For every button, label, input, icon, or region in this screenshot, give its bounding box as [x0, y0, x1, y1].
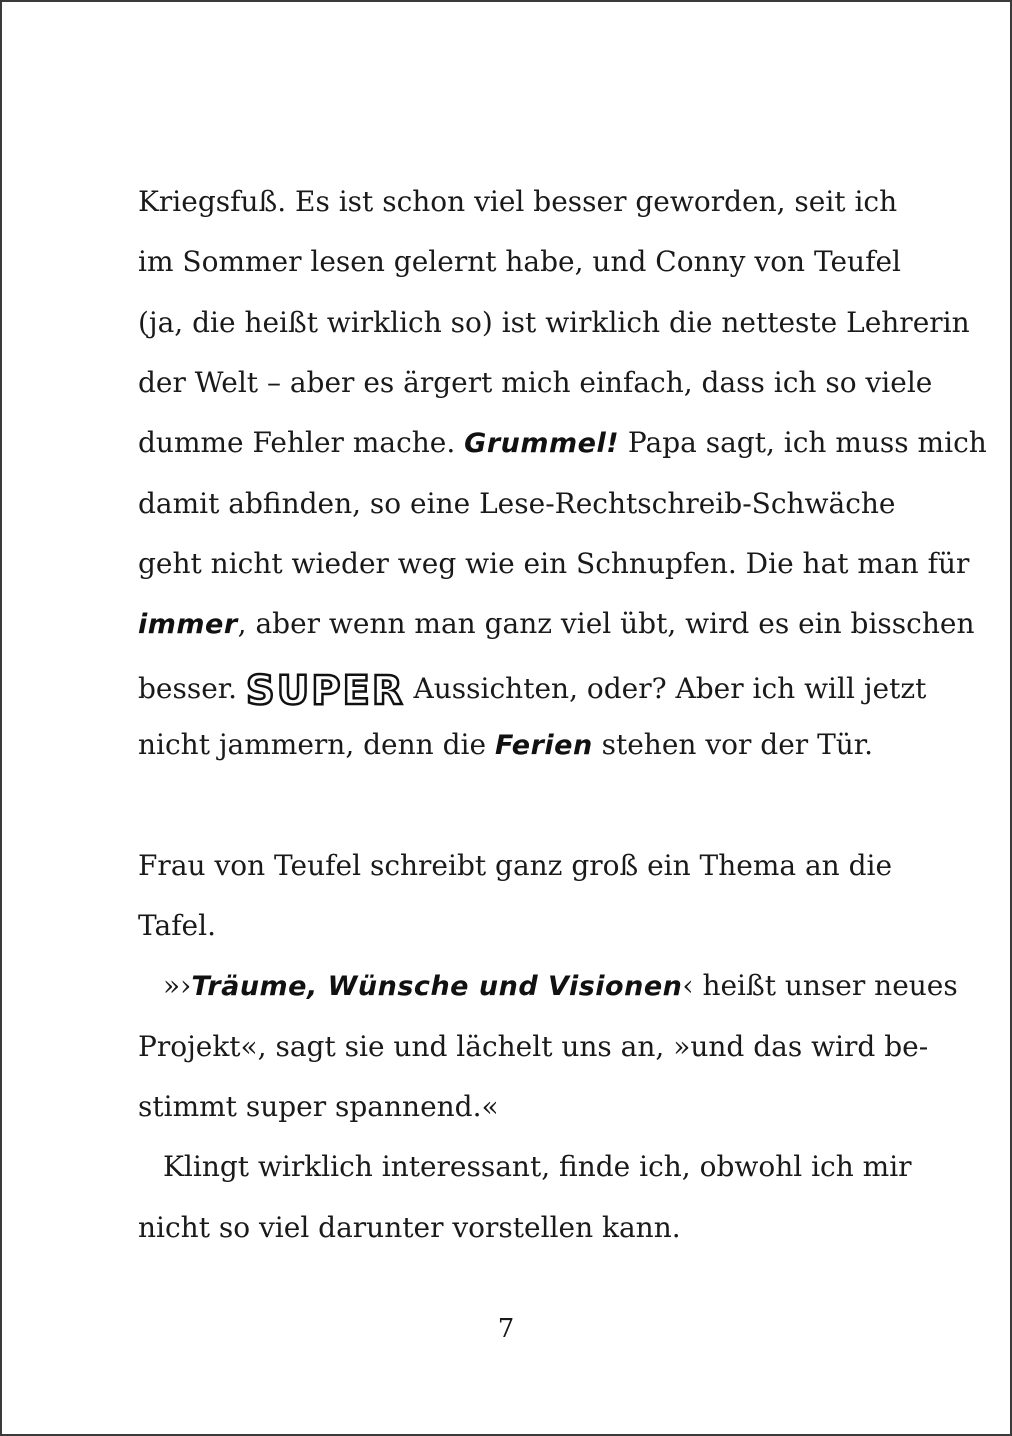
- text-segment: nicht jammern, denn die: [138, 728, 495, 761]
- outlined-word-super: SUPER: [245, 668, 405, 714]
- text-line-10: [138, 728, 873, 761]
- text-line-15: stimmt super spannend.«: [138, 1090, 499, 1123]
- text-line-7: geht nicht wieder weg wie ein Schnupfen. Die hat man für: [138, 547, 970, 580]
- text-segment: besser.: [138, 672, 246, 705]
- text-line-9: [138, 668, 927, 714]
- text-segment: Papa sagt, ich muss mich: [619, 426, 987, 459]
- handwritten-word-grummel: Grummel!: [464, 428, 620, 459]
- text-line-17: nicht so viel darunter vorstellen kann.: [138, 1211, 681, 1244]
- text-line-5: [138, 426, 987, 459]
- text-line-13: [163, 969, 958, 1002]
- text-line-1: Kriegsfuß. Es ist schon viel besser geworden, seit ich: [138, 185, 898, 218]
- text-segment: ‹ heißt unser neues: [682, 969, 958, 1002]
- text-segment: , aber wenn man ganz viel übt, wird es ein bisschen: [237, 607, 975, 640]
- text-line-14: Projekt«, sagt sie und lächelt uns an, »und das wird be-: [138, 1030, 929, 1063]
- text-line-12: Tafel.: [138, 909, 216, 942]
- text-line-16: Klingt wirklich interessant, finde ich, obwohl ich mir: [163, 1150, 912, 1183]
- handwritten-word-ferien: Ferien: [494, 730, 593, 761]
- text-line-2: im Sommer lesen gelernt habe, und Conny von Teufel: [138, 245, 901, 278]
- handwritten-word-immer: immer: [138, 609, 238, 640]
- page-number: 7: [497, 1314, 515, 1344]
- text-line-6: damit abfinden, so eine Lese-Rechtschreib-Schwäche: [138, 487, 896, 520]
- text-line-4: der Welt – aber es ärgert mich einfach, dass ich so viele: [138, 366, 933, 399]
- handwritten-project-title: Träume, Wünsche und Visionen: [191, 971, 683, 1002]
- text-segment: »›: [163, 969, 192, 1002]
- text-segment: stehen vor der Tür.: [592, 728, 873, 761]
- text-segment: dumme Fehler mache.: [138, 426, 465, 459]
- text-segment: Aussichten, oder? Aber ich will jetzt: [404, 672, 927, 705]
- text-line-8: [138, 607, 975, 640]
- text-line-11: Frau von Teufel schreibt ganz groß ein Thema an die: [138, 849, 893, 882]
- text-line-3: (ja, die heißt wirklich so) ist wirklich die netteste Lehrerin: [138, 306, 970, 339]
